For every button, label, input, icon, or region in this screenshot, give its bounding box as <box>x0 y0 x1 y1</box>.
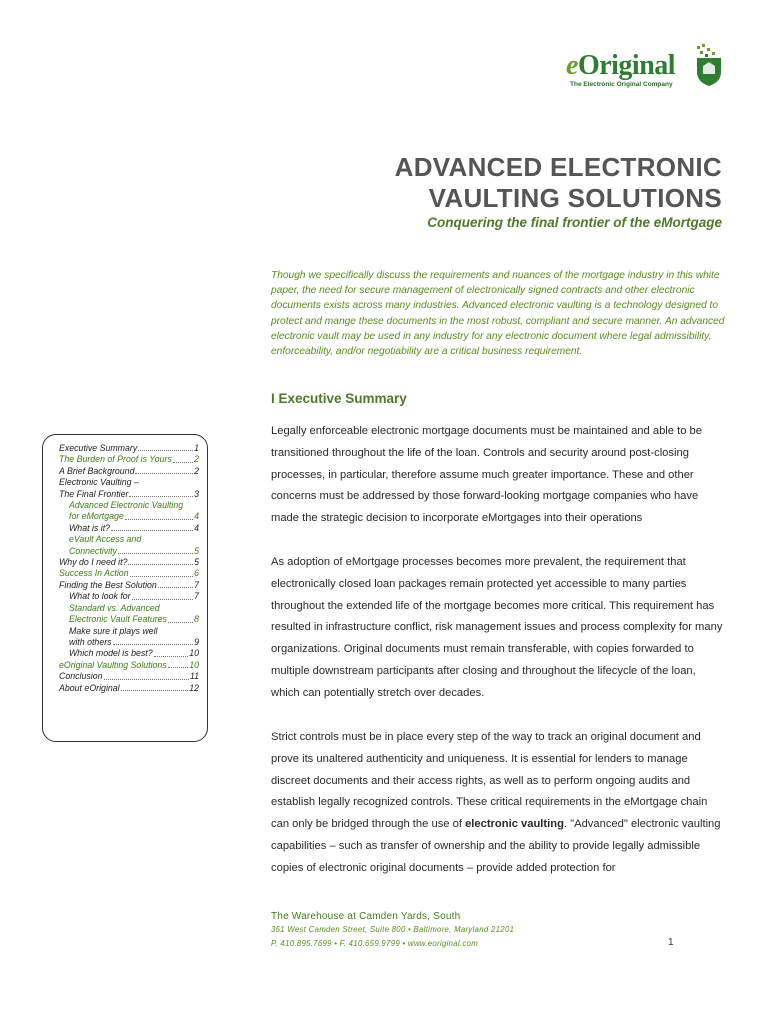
toc-entry-page: 4 <box>194 511 199 522</box>
toc-leader-dots <box>125 519 193 520</box>
title-line-1: ADVANCED ELECTRONIC <box>394 152 722 182</box>
intro-paragraph: Though we specifically discuss the requirements and nuances of the mortgage industry in this white paper, the need for secure management of electronically signed contracts and other electronic documents exists across many industries. Advanced electronic vaulting is a technology designed to protect and mange these documents in the most robust, compliant and secure manner. An advanced electronic vault may be used in any industry for any electronic document where legal admissibility, enforceability, and/or negotiability are a critical business requirement. <box>271 270 725 358</box>
toc-entry-label: Executive Summary <box>59 443 138 453</box>
toc-entry-page: 5 <box>194 545 199 556</box>
footer-contact: P. 410.895.7699 • F. 410.659.9799 • www.eoriginal.com <box>271 939 479 948</box>
toc-leader-dots <box>168 667 188 668</box>
toc-leader-dots <box>118 553 193 554</box>
toc-entry[interactable] <box>59 591 199 602</box>
toc-entry-label: Electronic Vault Features <box>69 614 167 625</box>
toc-entry[interactable] <box>59 477 199 488</box>
logo-wordmark: eOriginal <box>566 50 676 81</box>
toc-entry-label: with others <box>69 636 112 647</box>
toc-entry[interactable] <box>59 648 199 659</box>
toc-entry-label: Electronic Vaulting – <box>59 477 139 488</box>
body-paragraph-3 <box>271 727 726 880</box>
toc-entry[interactable] <box>59 534 199 545</box>
toc-entry[interactable] <box>59 546 199 557</box>
toc-leader-dots <box>111 530 193 531</box>
toc-entry-page: 4 <box>194 522 199 533</box>
toc-entry[interactable] <box>59 454 199 465</box>
para3-text-after: . "Advanced" electronic vaulting capabilities – such as transfer of ownership and the ability to provide legally admissible copies of electronic original documents – provide added protection for <box>271 818 721 874</box>
toc-entry-page: 7 <box>194 579 199 590</box>
toc-entry[interactable] <box>59 637 199 648</box>
toc-entry-label: About eOriginal <box>59 682 120 693</box>
toc-leader-dots <box>158 587 193 588</box>
toc-entry-label: Advanced Electronic Vaulting <box>69 500 184 511</box>
toc-entry-label: Make sure it plays well <box>69 625 158 636</box>
footer-address: 351 West Camden Street, Suite 800 • Baltimore, Maryland 21201 <box>271 925 515 934</box>
toc-leader-dots <box>130 576 194 577</box>
toc-entry[interactable] <box>59 466 199 477</box>
toc-leader-dots <box>121 690 189 691</box>
toc-leader-dots <box>154 656 189 657</box>
toc-entry[interactable] <box>59 671 199 682</box>
toc-entry-label: What to look for <box>69 591 131 602</box>
toc-leader-dots <box>132 599 193 600</box>
body-paragraph-2: As adoption of eMortgage processes becomes more prevalent, the requirement that electronically closed loan packages remain protected yet accessible to many parties throughout the extended life of the mortgage becomes more critical. This requirement has resulted in infrastructure conflict, risk management issues and process complexity for many organizations. Original documents must remain transferable, with copies forwarded to multiple downstream participants after closing and throughout the lifecycle of the loan, which can potentially stretch over decades. <box>271 556 723 699</box>
toc-entry-page: 12 <box>189 682 199 693</box>
toc-entry[interactable] <box>59 557 199 568</box>
toc-entry-page: 8 <box>194 614 199 625</box>
toc-entry-page: 3 <box>194 488 199 499</box>
document-subtitle: Conquering the final frontier of the eMortgage <box>427 215 722 230</box>
toc-entry[interactable] <box>59 626 199 637</box>
toc-entry[interactable] <box>59 523 199 534</box>
toc-entry-label: Finding the Best Solution <box>59 579 157 590</box>
toc-entry[interactable] <box>59 500 199 511</box>
toc-entry-label: Success In Action <box>59 568 129 579</box>
toc-entry[interactable] <box>59 489 199 500</box>
toc-leader-dots <box>128 564 193 565</box>
toc-entry-label: eOriginal Vaulting Solutions <box>59 659 167 670</box>
footer-location-name: The Warehouse at Camden Yards, South <box>271 911 461 922</box>
toc-entry-label: What is it? <box>69 522 111 533</box>
body-paragraph-1: Legally enforceable electronic mortgage documents must be maintained and able to be transitioned throughout the life of the loan. Controls and security around post-closing processes, in particular, therefore assume much greater importance. These and other concerns must be addressed by those forward-looking mortgage companies who have made the strategic decision to incorporate eMortgages into their operations <box>271 425 702 525</box>
toc-entry-page: 6 <box>194 568 199 579</box>
toc-leader-dots <box>104 679 189 680</box>
toc-entry-label: The Final Frontier <box>59 488 129 499</box>
toc-entry-label: A Brief Background <box>59 465 135 476</box>
toc-entry[interactable] <box>59 683 199 694</box>
toc-entry-page: 9 <box>194 636 199 647</box>
toc-leader-dots <box>113 644 194 645</box>
page-number: 1 <box>668 937 674 948</box>
toc-entry-page: 5 <box>194 557 199 568</box>
eoriginal-logo <box>566 44 726 92</box>
toc-entry-page: 1 <box>194 443 199 453</box>
toc-entry[interactable] <box>59 660 199 671</box>
toc-entry-label: Connectivity <box>69 545 117 556</box>
toc-entry-label: Conclusion <box>59 671 103 682</box>
section-heading: I Executive Summary <box>271 391 407 406</box>
toc-entry[interactable] <box>59 614 199 625</box>
toc-entry[interactable] <box>59 443 199 454</box>
para3-text-before: Strict controls must be in place every step of the way to track an original document and prove its unaltered authenticity and uniqueness. It is essential for lenders to manage discreet documents and their access rights, as well as to perform ongoing audits and establish legally recognized controls. These critical requirements in the eMortgage chain can only be bridged through the use of <box>271 731 708 831</box>
toc-entry[interactable] <box>59 511 199 522</box>
toc-entry-page: 2 <box>194 454 199 465</box>
para3-bold-term: electronic vaulting <box>465 818 564 831</box>
toc-entry-label: Which model is best? <box>69 648 153 659</box>
toc-entry-page: 11 <box>189 671 199 682</box>
toc-entry-label: for eMortgage <box>69 511 124 522</box>
toc-entry[interactable] <box>59 568 199 579</box>
toc-leader-dots <box>129 496 193 497</box>
toc-entry-page: 7 <box>194 591 199 602</box>
toc-entry[interactable] <box>59 580 199 591</box>
toc-entry-label: eVault Access and <box>69 534 142 545</box>
toc-leader-dots <box>173 462 193 463</box>
toc-leader-dots <box>138 450 193 451</box>
logo-tagline: The Electronic Original Company <box>570 81 673 88</box>
logo-seal-icon <box>691 44 725 88</box>
toc-leader-dots <box>168 622 193 623</box>
table-of-contents <box>42 434 208 742</box>
document-title <box>395 152 722 214</box>
toc-entry-label: Why do I need it? <box>59 557 128 568</box>
toc-entry-label: Standard vs. Advanced <box>69 602 160 613</box>
title-line-2: VAULTING SOLUTIONS <box>428 183 722 213</box>
toc-entry[interactable] <box>59 603 199 614</box>
toc-entry-page: 10 <box>189 648 199 659</box>
toc-entry-page: 2 <box>194 465 199 476</box>
toc-entry-page: 10 <box>189 659 199 670</box>
toc-entry-label: The Burden of Proof is Yours <box>59 454 172 465</box>
toc-leader-dots <box>135 473 193 474</box>
